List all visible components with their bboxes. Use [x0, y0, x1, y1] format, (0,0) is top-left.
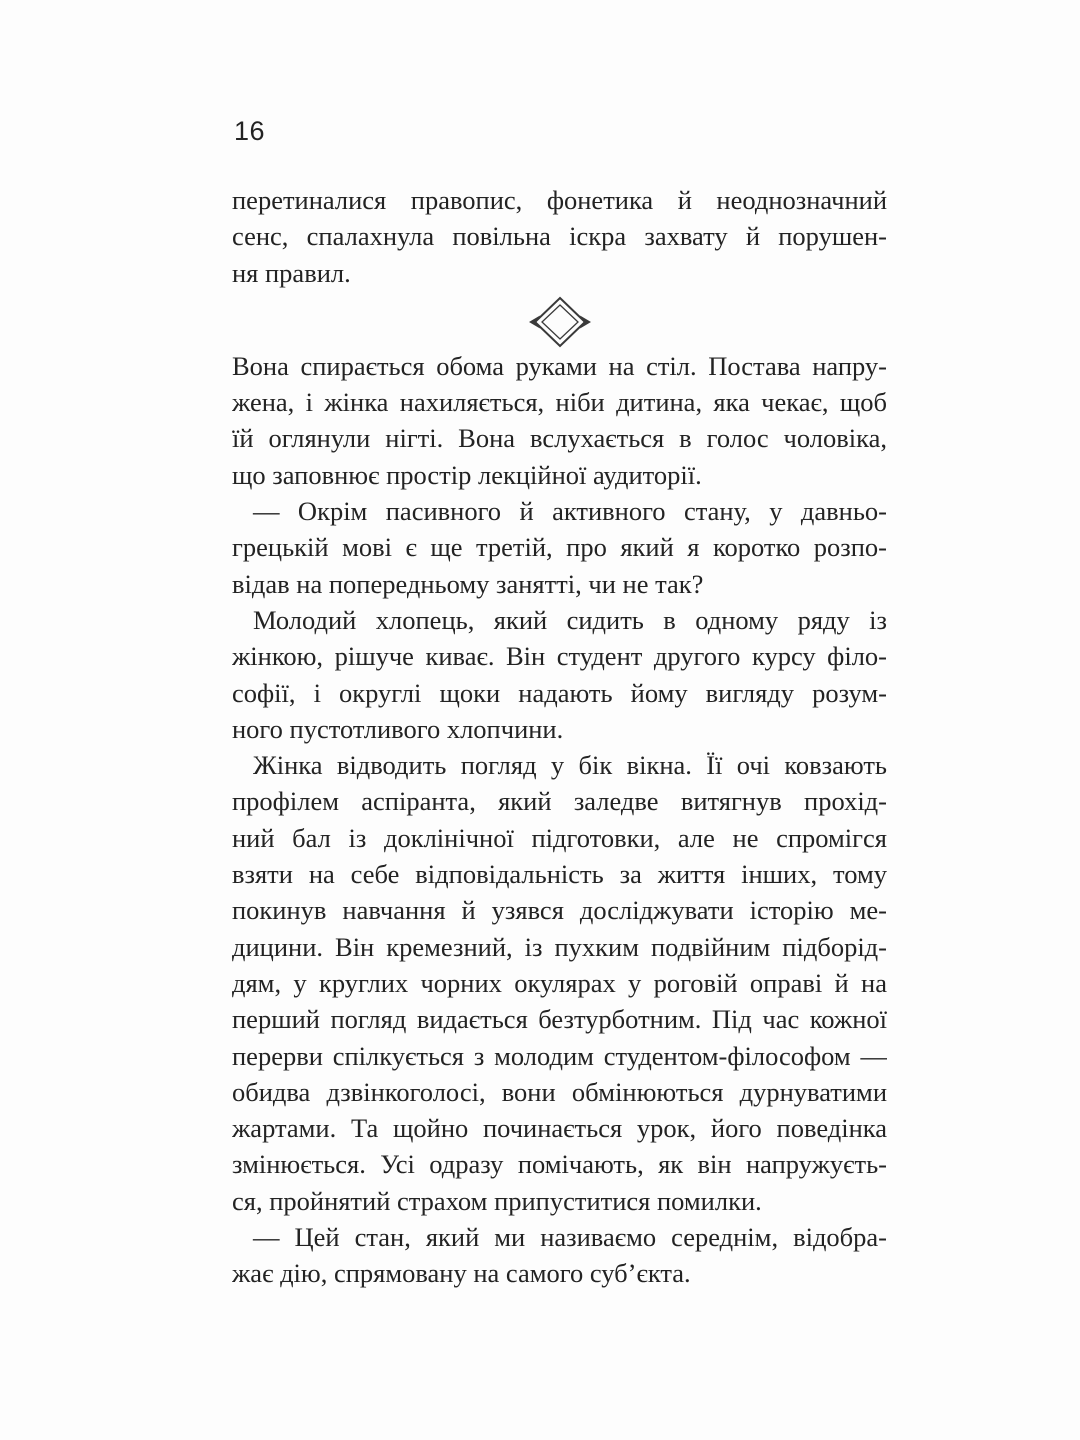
- text-line: — Окрім пасивного й активного стану, у давньо-: [253, 496, 887, 527]
- paragraph: [232, 182, 887, 291]
- text-line: взяти на себе відповідальність за життя інших, тому: [232, 859, 887, 890]
- text-line: жена, і жінка нахиляється, ніби дитина, яка чекає, щоб: [232, 387, 887, 418]
- text-line: дицини. Він кремезний, із пухким подвійним підборід-: [232, 931, 887, 962]
- text-line: жає дію, спрямовану на самого суб’єкта.: [232, 1258, 691, 1289]
- paragraph: [232, 602, 887, 747]
- text-line: Жінка відводить погляд у бік вікна. Її очі ковзають: [253, 750, 887, 781]
- paragraph: [232, 1219, 887, 1292]
- text-line: софії, і округлі щоки надають йому вигляду розум-: [232, 677, 887, 708]
- text-line: перерви спілкується з молодим студентом-філософом —: [232, 1040, 887, 1071]
- section-break: [232, 296, 887, 348]
- text-line: жартами. Та щойно починається урок, його поведінка: [232, 1113, 887, 1144]
- text-line: Молодий хлопець, який сидить в одному ряду із: [253, 604, 887, 635]
- text-line: змінюється. Усі одразу помічають, як він напружуєть-: [232, 1149, 887, 1180]
- text-line: ний бал із доклінічної підготовки, але не спромігся: [232, 822, 887, 853]
- text-line: грецькій мові є ще третій, про який я коротко розпо-: [232, 532, 887, 563]
- text-line: перетиналися правопис, фонетика й неоднозначний: [232, 185, 887, 215]
- text-line: дям, у круглих чорних окулярах у роговій оправі й на: [232, 967, 887, 998]
- text-line: перший погляд видається безтурботним. Під час кожної: [232, 1004, 887, 1035]
- paragraph: [232, 493, 887, 602]
- body-text: [232, 182, 887, 1292]
- text-line: сенс, спалахнула повільна іскра захвату й порушен-: [232, 221, 887, 252]
- text-line: ся, пройнятий страхом припуститися помилки.: [232, 1185, 762, 1216]
- text-line: — Цей стан, який ми називаємо середнім, відобра-: [253, 1222, 887, 1253]
- diamond-fleuron-icon: [528, 296, 592, 348]
- text-line: відав на попередньому занятті, чи не так?: [232, 568, 704, 599]
- text-line: ня правил.: [232, 257, 351, 288]
- text-line: їй оглянули нігті. Вона вслухається в голос чоловіка,: [232, 423, 887, 454]
- text-line: покинув навчання й узявся досліджувати історію ме-: [232, 895, 887, 926]
- text-line: Вона спирається обома руками на стіл. Постава напру-: [232, 350, 887, 381]
- text-line: що заповнює простір лекційної аудиторії.: [232, 459, 702, 490]
- paragraph: [232, 747, 887, 1219]
- page-number: 16: [234, 116, 266, 146]
- text-line: ного пустотливого хлопчини.: [232, 713, 564, 744]
- text-line: профілем аспіранта, який заледве витягнув прохід-: [232, 786, 887, 817]
- text-line: жінкою, рішуче киває. Він студент другого курсу філо-: [232, 641, 887, 672]
- text-line: обидва дзвінкоголосі, вони обмінюються дурнуватими: [232, 1076, 887, 1107]
- paragraph: [232, 348, 887, 493]
